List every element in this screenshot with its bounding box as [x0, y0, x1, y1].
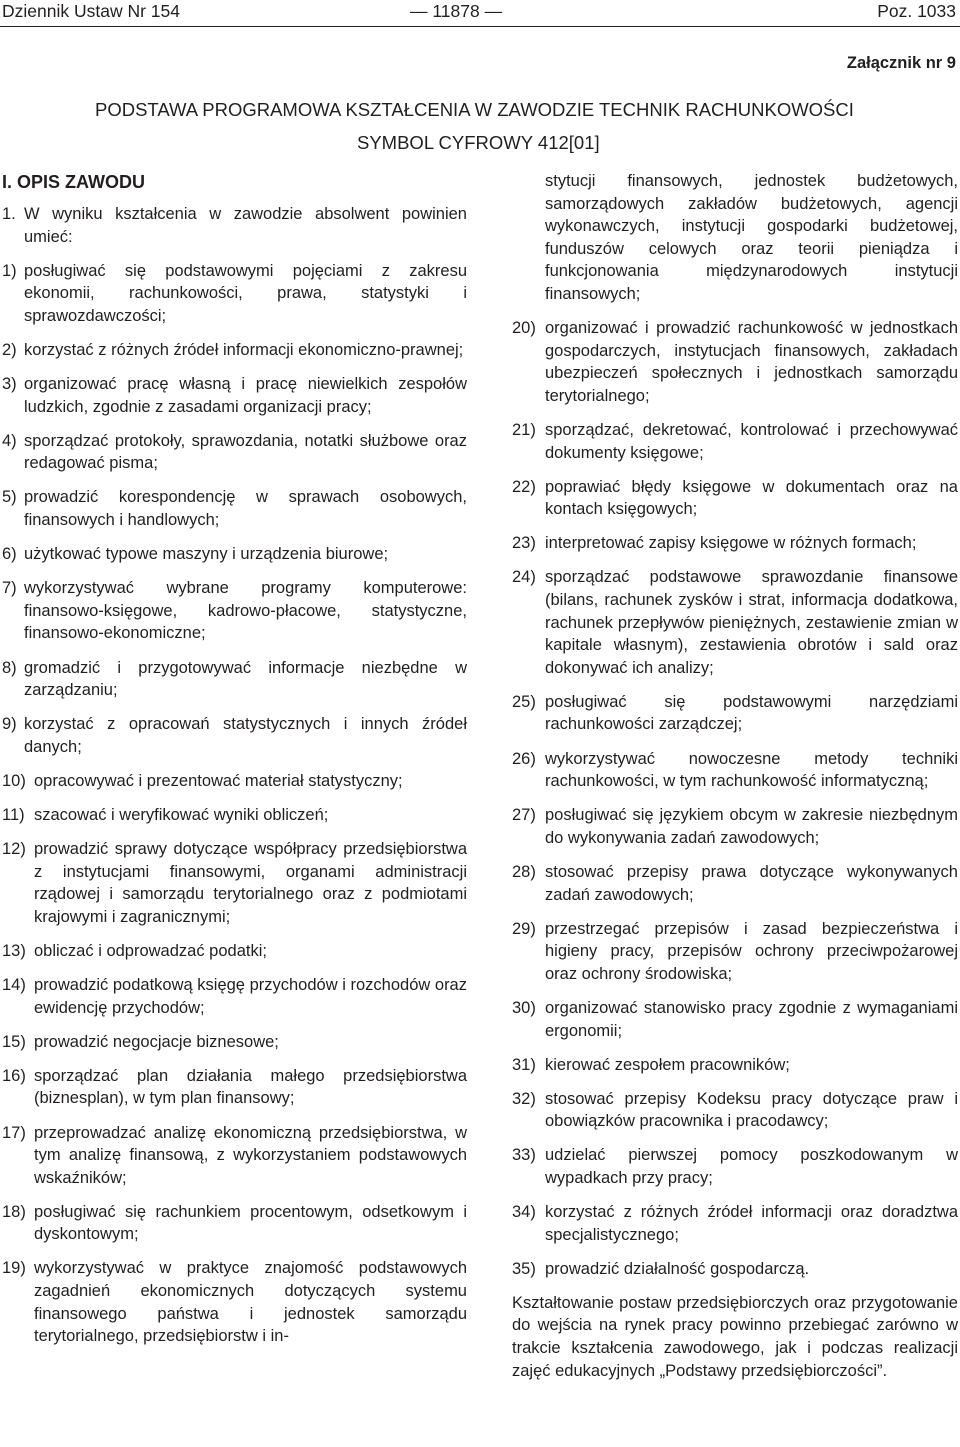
item-text: kierować zespołem pracowników; — [545, 1055, 790, 1074]
list-item — [512, 566, 958, 679]
item-text: użytkować typowe maszyny i urządzenia biurowe; — [24, 545, 389, 564]
item-text: sporządzać podstawowe sprawozdanie finansowe (bilans, rachunek zysków i strat, informacja dodatkowa, rachunek przepływów pieniężnych, zestawienie zmian w kapitale własnym), zestawienia obrotów i sald oraz dokonywać ich analizy; — [545, 568, 958, 677]
item-number: 18) — [2, 1202, 26, 1221]
item-text: wykorzystywać w praktyce znajomość podstawowych zagadnień ekonomicznych dotyczących systemu finansowego państwa i jednostek samorządu terytorialnego, przedsiębiorstw i in- — [34, 1259, 467, 1346]
item-number: 15) — [2, 1032, 26, 1051]
list-item — [512, 997, 958, 1042]
item-number: 10) — [2, 771, 26, 790]
item-number: 7) — [2, 579, 17, 598]
item-text: udzielać pierwszej pomocy poszkodowanym w wypadkach przy pracy; — [545, 1146, 958, 1187]
item-number: 4) — [2, 431, 17, 450]
list-item — [512, 861, 958, 906]
list-item — [2, 657, 467, 702]
item-text: stosować przepisy Kodeksu pracy dotyczące praw i obowiązków pracownika i pracodawcy; — [545, 1089, 958, 1131]
right-column — [512, 170, 958, 1394]
item-text: prowadzić korespondencję w sprawach osobowych, finansowych i handlowych; — [24, 488, 467, 530]
list-item — [512, 419, 958, 464]
left-column — [2, 203, 467, 1359]
item-number: 11) — [2, 805, 25, 824]
item-number: 23) — [512, 534, 536, 553]
item-number: 16) — [2, 1066, 26, 1085]
item-number: 6) — [2, 545, 17, 564]
list-item — [2, 339, 467, 362]
page-number: — 11878 — — [410, 1, 503, 21]
item-text: sporządzać protokoły, sprawozdania, notatki służbowe oraz redagować pisma; — [24, 431, 467, 473]
list-item — [2, 770, 467, 793]
item-text: korzystać z opracowań statystycznych i innych źródeł danych; — [24, 715, 467, 756]
list-item — [2, 1257, 467, 1347]
list-item — [2, 1201, 467, 1246]
item-text: wykorzystywać nowoczesne metody techniki rachunkowości, w tym rachunkowość informatyczną; — [545, 749, 958, 791]
item-number: 12) — [2, 840, 26, 859]
item-number: 14) — [2, 976, 26, 995]
item-text: posługiwać się podstawowymi narzędziami rachunkowości zarządczej; — [545, 692, 958, 734]
item-text: prowadzić podatkową księgę przychodów i rozchodów oraz ewidencję przychodów; — [34, 976, 467, 1017]
list-item — [2, 430, 467, 475]
item-number: 17) — [2, 1123, 26, 1142]
list-item — [2, 974, 467, 1019]
item-text: przeprowadzać analizę ekonomiczną przedsiębiorstwa, w tym analizę finansową, z wykorzystaniem podstawowych wskaźników; — [34, 1123, 467, 1187]
item-number: 29) — [512, 919, 536, 938]
item-text: korzystać z różnych źródeł informacji ekonomiczno-prawnej; — [24, 340, 464, 359]
list-item — [512, 691, 958, 736]
item-number: 27) — [512, 806, 536, 825]
item-number: 1) — [2, 261, 17, 280]
intro-text: W wyniku kształcenia w zawodzie absolwent powinien umieć: — [24, 205, 467, 246]
item-number: 3) — [2, 375, 17, 394]
item-text: korzystać z różnych źródeł informacji oraz doradztwa specjalistycznego; — [545, 1203, 958, 1244]
item-text: wykorzystywać wybrane programy komputerowe: finansowo-księgowe, kadrowo-płacowe, statystyczne, finansowo-ekonomiczne; — [24, 579, 467, 643]
list-item — [2, 1065, 467, 1110]
item-text: organizować pracę własną i pracę niewielkich zespołów ludzkich, zgodnie z zasadami organizacji pracy; — [24, 375, 467, 416]
item-number: 5) — [2, 488, 17, 507]
journal-name: Dziennik Ustaw Nr 154 — [2, 1, 180, 21]
item-text: prowadzić działalność gospodarczą. — [545, 1259, 810, 1278]
item-number: 24) — [512, 568, 536, 587]
intro-paragraph — [2, 203, 467, 248]
item-text: interpretować zapisy księgowe w różnych formach; — [545, 534, 917, 553]
section-heading: I. OPIS ZAWODU — [2, 172, 146, 192]
item-number: 25) — [512, 692, 536, 711]
list-item — [512, 317, 958, 407]
item-number: 33) — [512, 1146, 536, 1165]
item-number: 30) — [512, 998, 536, 1017]
item-text: poprawiać błędy księgowe w dokumentach oraz na kontach księgowych; — [545, 477, 958, 519]
list-item — [2, 713, 467, 758]
item-number: 34) — [512, 1203, 536, 1222]
item-text: sporządzać plan działania małego przedsiębiorstwa (biznesplan), w tym plan finansowy; — [34, 1066, 467, 1108]
item-text: posługiwać się rachunkiem procentowym, odsetkowym i dyskontowym; — [34, 1202, 467, 1244]
item-number: 35) — [512, 1259, 536, 1278]
item-number: 2) — [2, 340, 17, 359]
list-item — [2, 838, 467, 928]
item-text: opracowywać i prezentować materiał statystyczny; — [34, 771, 403, 790]
item-text: posługiwać się językiem obcym w zakresie niezbędnym do wykonywania zadań zawodowych; — [545, 806, 958, 847]
item-text: gromadzić i przygotowywać informacje niezbędne w zarządzaniu; — [24, 658, 467, 700]
list-item — [512, 1088, 958, 1133]
list-item — [2, 940, 467, 963]
item-number: 28) — [512, 862, 536, 881]
item-text: szacować i weryfikować wyniki obliczeń; — [34, 805, 329, 824]
item-text: prowadzić negocjacje biznesowe; — [34, 1032, 279, 1051]
item-number: 21) — [512, 420, 536, 439]
page-header — [0, 0, 960, 22]
list-item — [512, 1258, 958, 1281]
item-text: posługiwać się podstawowymi pojęciami z zakresu ekonomii, rachunkowości, prawa, statystyki i sprawozdawczości; — [24, 261, 467, 325]
right-skill-list — [512, 317, 958, 1280]
list-item — [512, 1054, 958, 1077]
list-item — [512, 804, 958, 849]
title-line-2: SYMBOL CYFROWY 412[01] — [357, 132, 600, 153]
item-number: 19) — [2, 1259, 26, 1278]
item-text: organizować stanowisko pracy zgodnie z wymaganiami ergonomii; — [545, 998, 958, 1040]
item-number: 31) — [512, 1055, 536, 1074]
closing-paragraph: Kształtowanie postaw przedsiębiorczych oraz przygotowanie do wejścia na rynek pracy powinno przebiegać zarówno w trakcie kształcenia zawodowego, jak i podczas realizacji zajęć edukacyjnych „Podstawy przedsiębiorczości”. — [512, 1293, 958, 1380]
item-text: stosować przepisy prawa dotyczące wykonywanych zadań zawodowych; — [545, 862, 958, 904]
list-item — [2, 804, 467, 827]
list-item — [2, 486, 467, 531]
list-item — [512, 748, 958, 793]
header-divider — [0, 26, 960, 27]
list-item — [512, 476, 958, 521]
item-number: 32) — [512, 1089, 536, 1108]
item-text: przestrzegać przepisów i zasad bezpieczeństwa i higieny pracy, przepisów ochrony przeciwpożarowej oraz ochrony środowiska; — [545, 919, 958, 983]
list-item — [2, 543, 467, 566]
list-item — [512, 918, 958, 986]
item-number: 13) — [2, 941, 26, 960]
item-number: 20) — [512, 319, 536, 338]
list-item — [2, 1122, 467, 1190]
list-item — [2, 260, 467, 328]
item-text: sporządzać, dekretować, kontrolować i przechowywać dokumenty księgowe; — [545, 420, 958, 462]
position-number: Poz. 1033 — [877, 1, 956, 21]
list-item — [512, 1144, 958, 1189]
left-skill-list — [2, 260, 467, 1348]
title-line-1: PODSTAWA PROGRAMOWA KSZTAŁCENIA W ZAWODZIE TECHNIK RACHUNKOWOŚCI — [95, 99, 854, 120]
list-item — [512, 1201, 958, 1246]
item-number: 26) — [512, 749, 536, 768]
list-item — [2, 373, 467, 418]
item-number: 9) — [2, 715, 17, 734]
annex-label: Załącznik nr 9 — [846, 54, 956, 72]
list-item — [2, 1031, 467, 1054]
item-number: 8) — [2, 658, 17, 677]
list-item — [2, 577, 467, 645]
item-text: obliczać i odprowadzać podatki; — [34, 941, 267, 960]
item-number: 22) — [512, 477, 536, 496]
intro-number: 1. — [2, 205, 16, 223]
item-text: organizować i prowadzić rachunkowość w jednostkach gospodarczych, instytucjach finansowych, zakładach ubezpieczeń społecznych i jednostkach samorządu terytorialnego; — [545, 319, 958, 405]
continuation-text: stytucji finansowych, jednostek budżetowych, samorządowych zakładów budżetowych, agencji wykonawczych, instytucji gospodarki budżetowej, funduszów celowych oraz teorii pieniądza i funkcjonowania międzynarodowych instytucji finansowych; — [545, 172, 958, 303]
item-text: prowadzić sprawy dotyczące współpracy przedsiębiorstwa z instytucjami finansowymi, organami administracji rządowej i samorządu terytorialnego oraz z podmiotami krajowymi i zagranicznymi; — [34, 840, 467, 926]
list-item — [512, 532, 958, 555]
